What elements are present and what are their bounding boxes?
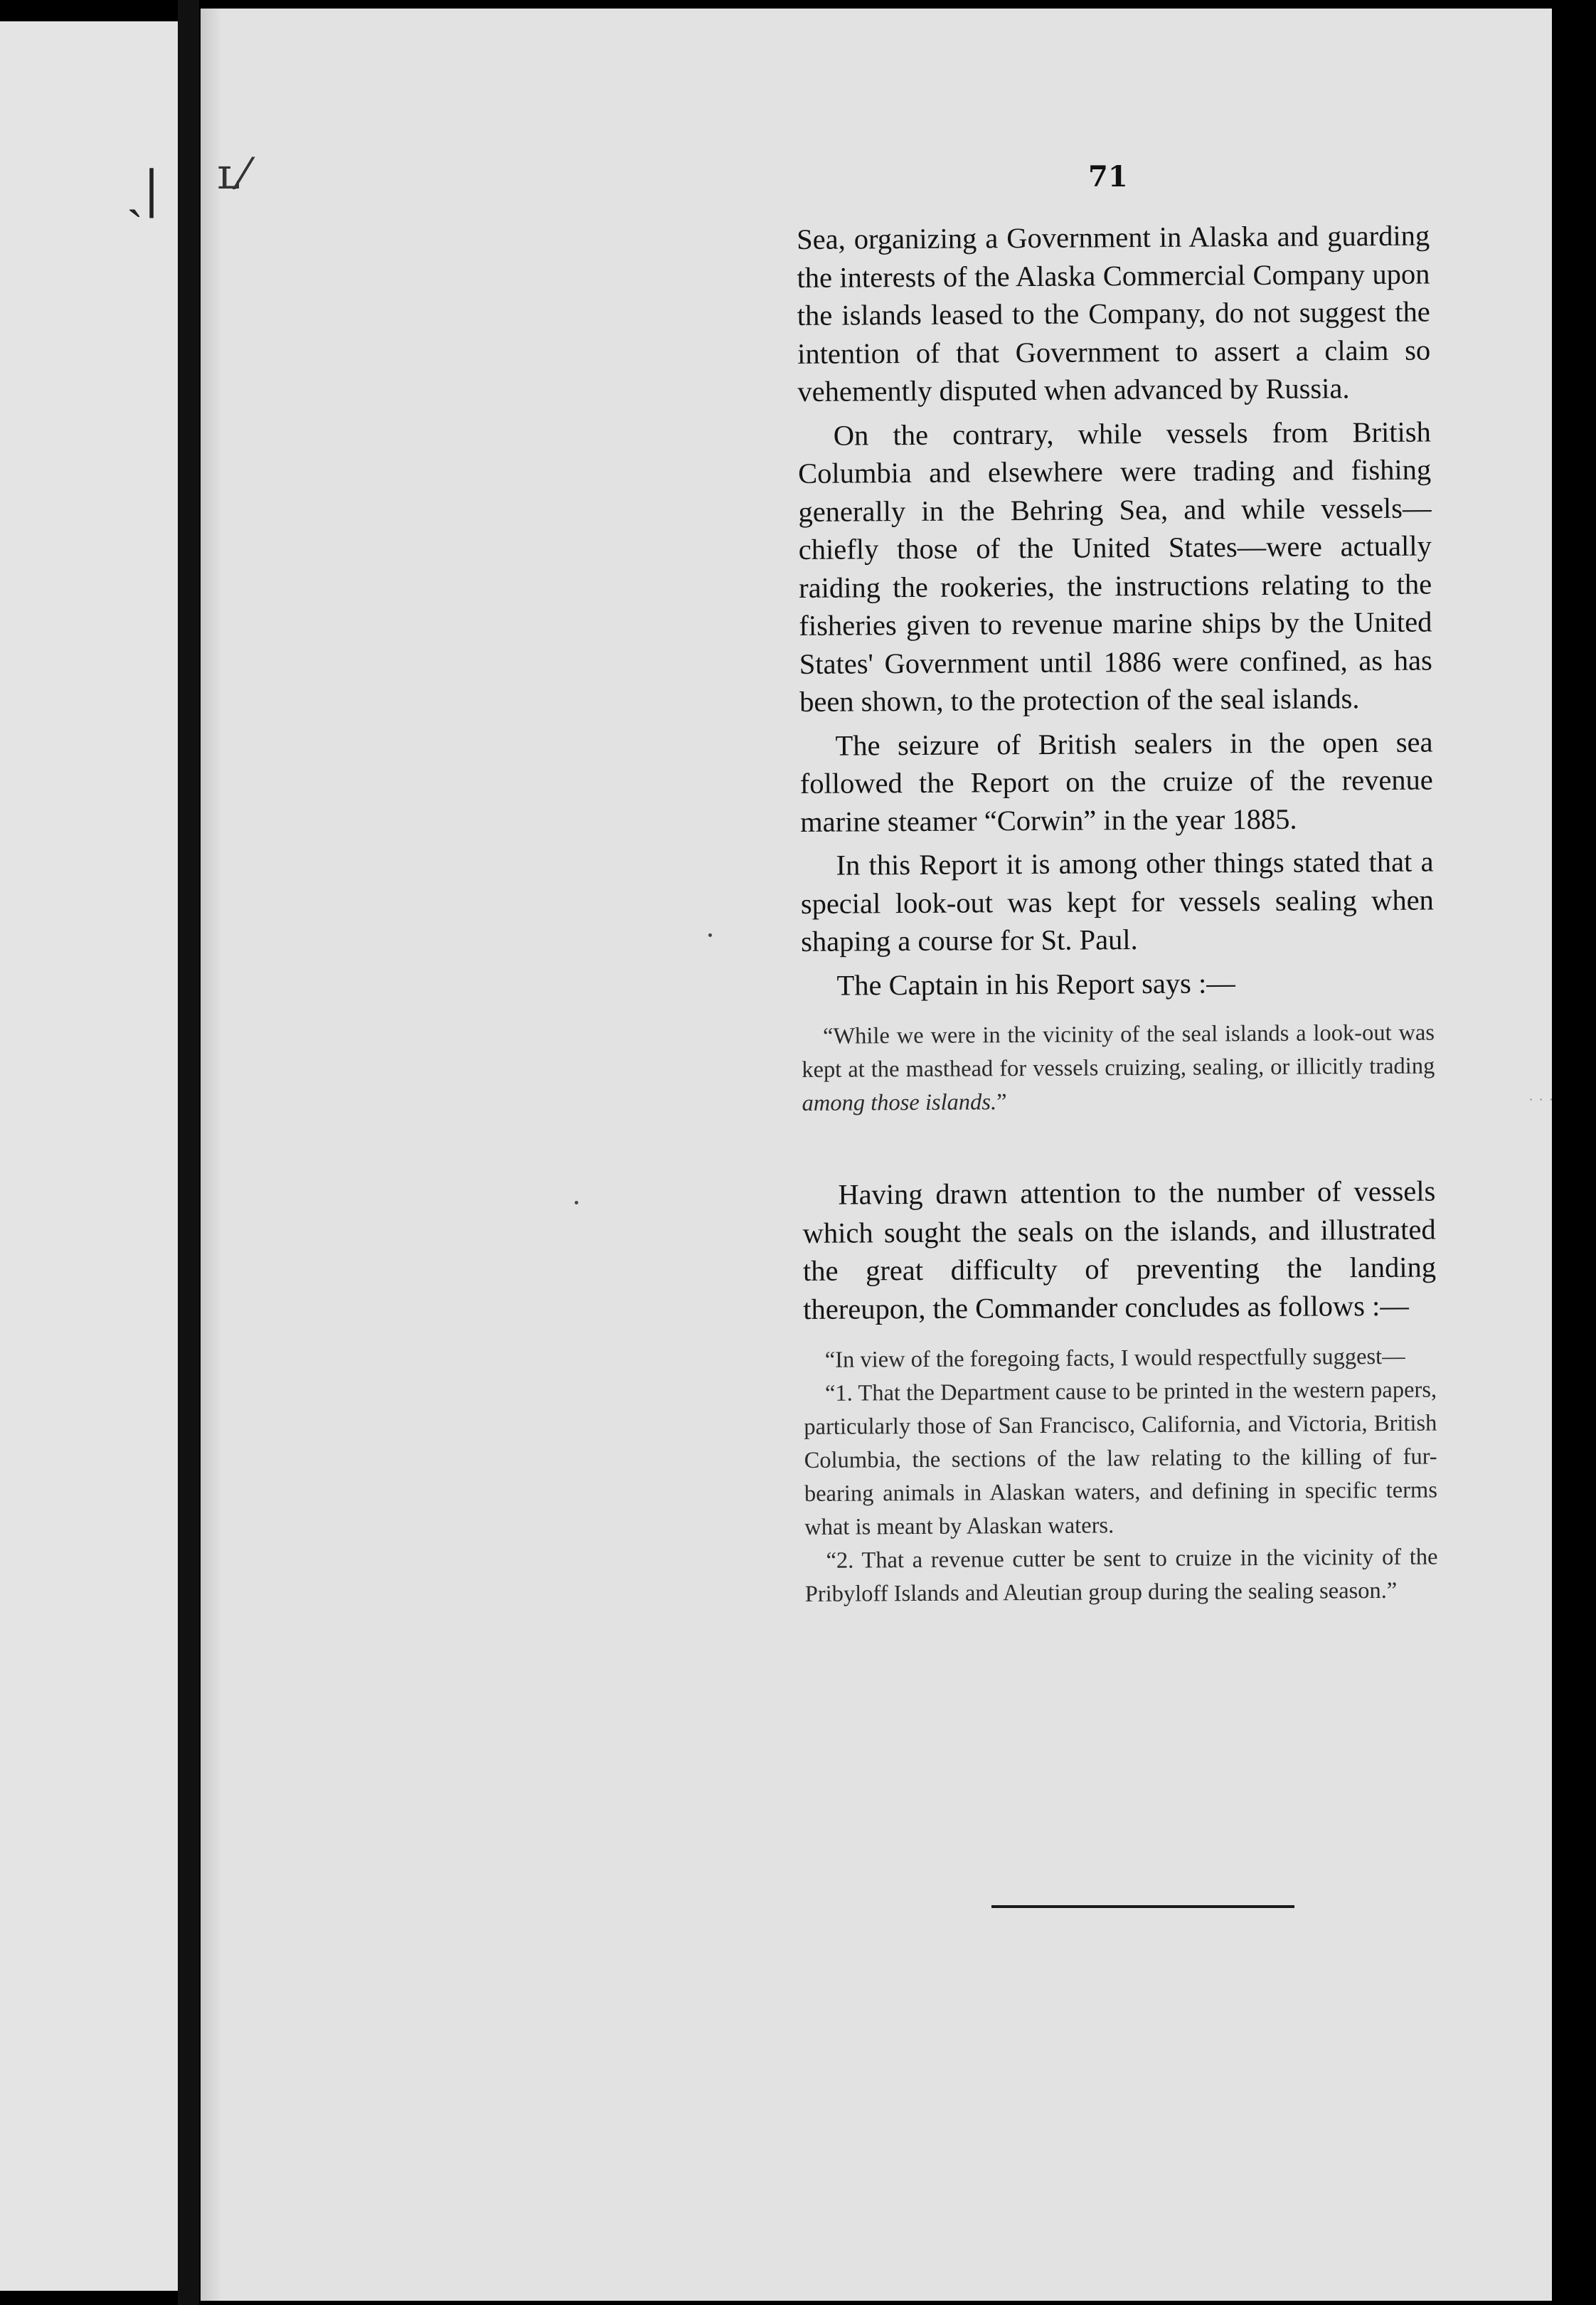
main-text-column <box>797 217 1438 1611</box>
paragraph-3: The seizure of British sealers in the open sea followed the Report on the cruize of the revenue marine steamer “Corwin” in the year 1885. <box>799 726 1433 838</box>
paragraph-1: Sea, organizing a Government in Alaska and guarding the interests of the Alaska Commercial Company upon the islands leased to the Company, do not suggest the intention of that Government to assert a claim so vehemently disputed when advanced by Russia. <box>797 219 1431 408</box>
paragraph-5: The Captain in his Report says :— <box>836 966 1235 1002</box>
page-number: 71 <box>1088 160 1128 194</box>
quote-1 <box>802 1017 1435 1120</box>
quote-1-italic: among those islands. <box>802 1089 997 1116</box>
quote-1-text: “While we were in the vicinity of the seal islands a look-out was kept at the masthead for vessels cruizing, sealing, or illicitly trading <box>802 1019 1435 1083</box>
quote-1-close: ” <box>996 1089 1007 1116</box>
margin-mark: ˏ| <box>127 160 160 218</box>
paragraph-2: On the contrary, while vessels from British Columbia and elsewhere were trading and fishing generally in the Behring Sea, and while vessels—chiefly those of the United States—were actually raiding the rookeries, the instructions relating to the fisheries given to revenue marine ships by the United States' Government until 1886 were confined, as has been shown, to the protection of the seal islands. <box>798 415 1432 718</box>
closing-rule <box>991 1905 1294 1908</box>
page-edge-dots: · · · <box>1529 1093 1555 1106</box>
paragraph-6: Having drawn attention to the number of vessels which sought the seals on the islands, and illustrated the great difficulty of preventing the landing thereupon, the Commander concludes as follows :— <box>802 1175 1437 1325</box>
previous-page-edge <box>0 21 178 2291</box>
scan-speck <box>575 1201 578 1204</box>
paragraph-4: In this Report it is among other things stated that a special look-out was kept for vessels sealing when shaping a course for St. Paul. <box>800 845 1434 958</box>
scan-speck <box>708 933 712 937</box>
quote-2-intro: “In view of the foregoing facts, I would respectfully suggest— <box>824 1343 1405 1373</box>
book-gutter <box>178 0 199 2305</box>
page-inner-edge <box>201 9 222 2301</box>
margin-mark-right: ʟ⁄ <box>217 149 248 199</box>
quote-2-item-1: “1. That the Department cause to be printed in the western papers, particularly those of San Francisco, California, and Victoria, British Columbia, the sections of the law relating to the killing of fur-bearing animals in Alaskan waters, and defining in specific terms what is meant by Alaskan waters. <box>804 1377 1438 1540</box>
quote-2-item-2: “2. That a revenue cutter be sent to cruize in the vicinity of the Pribyloff Islands and Aleutian group during the sealing season.” <box>804 1544 1438 1607</box>
